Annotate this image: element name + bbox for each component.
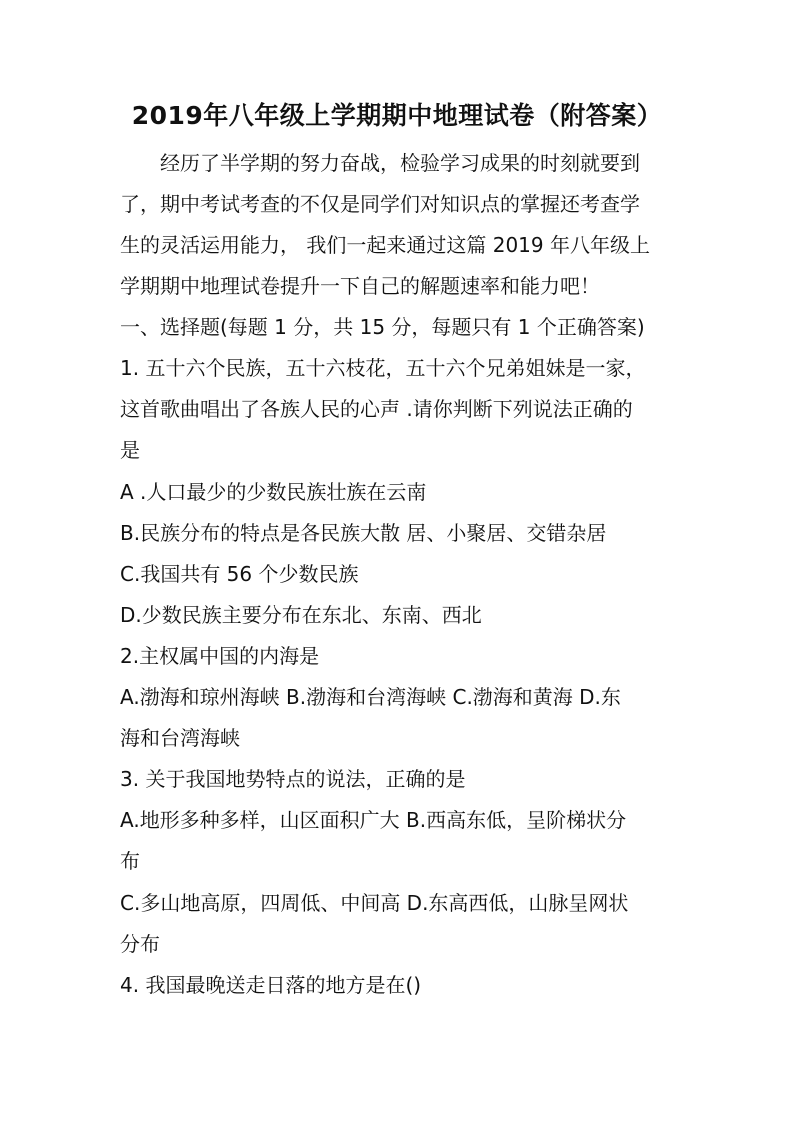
question-stem-line: 是 [120,438,140,462]
section-heading: 一、选择题(每题 1 分，共 15 分，每题只有 1 个正确答案) [120,315,645,339]
question-option: D.少数民族主要分布在东北、东南、西北 [120,603,482,627]
question-option: 分布 [120,932,160,956]
question-option: B.民族分布的特点是各民族大散 居、小聚居、交错杂居 [120,521,607,545]
question-option: A.渤海和琼州海峡 B.渤海和台湾海峡 C.渤海和黄海 D.东 [120,685,621,709]
document-title: 2019年八年级上学期期中地理试卷（附答案） [131,101,663,130]
intro-line: 了，期中考试考查的不仅是同学们对知识点的掌握还考查学 [120,192,640,216]
question-stem-line: 2.主权属中国的内海是 [120,644,320,668]
question-stem-line: 3. 关于我国地势特点的说法，正确的是 [120,767,466,791]
question-option: C.多山地高原，四周低、中间高 D.东高西低，山脉呈网状 [120,891,629,915]
intro-line: 学期期中地理试卷提升一下自己的解题速率和能力吧！ [120,274,600,298]
intro-line: 生的灵活运用能力， 我们一起来通过这篇 2019 年八年级上 [120,233,650,257]
question-option: A .人口最少的少数民族壮族在云南 [120,480,427,504]
question-stem-line: 这首歌曲唱出了各族人民的心声 .请你判断下列说法正确的 [120,397,633,421]
question-option: 布 [120,849,140,873]
question-option: A.地形多种多样，山区面积广大 B.西高东低，呈阶梯状分 [120,808,627,832]
question-stem-line: 1. 五十六个民族，五十六枝花，五十六个兄弟姐妹是一家， [120,356,646,380]
intro-line: 经历了半学期的努力奋战，检验学习成果的时刻就要到 [160,151,640,175]
question-option: 海和台湾海峡 [120,726,240,750]
question-stem-line: 4. 我国最晚送走日落的地方是在() [120,973,422,997]
question-option: C.我国共有 56 个少数民族 [120,562,359,586]
